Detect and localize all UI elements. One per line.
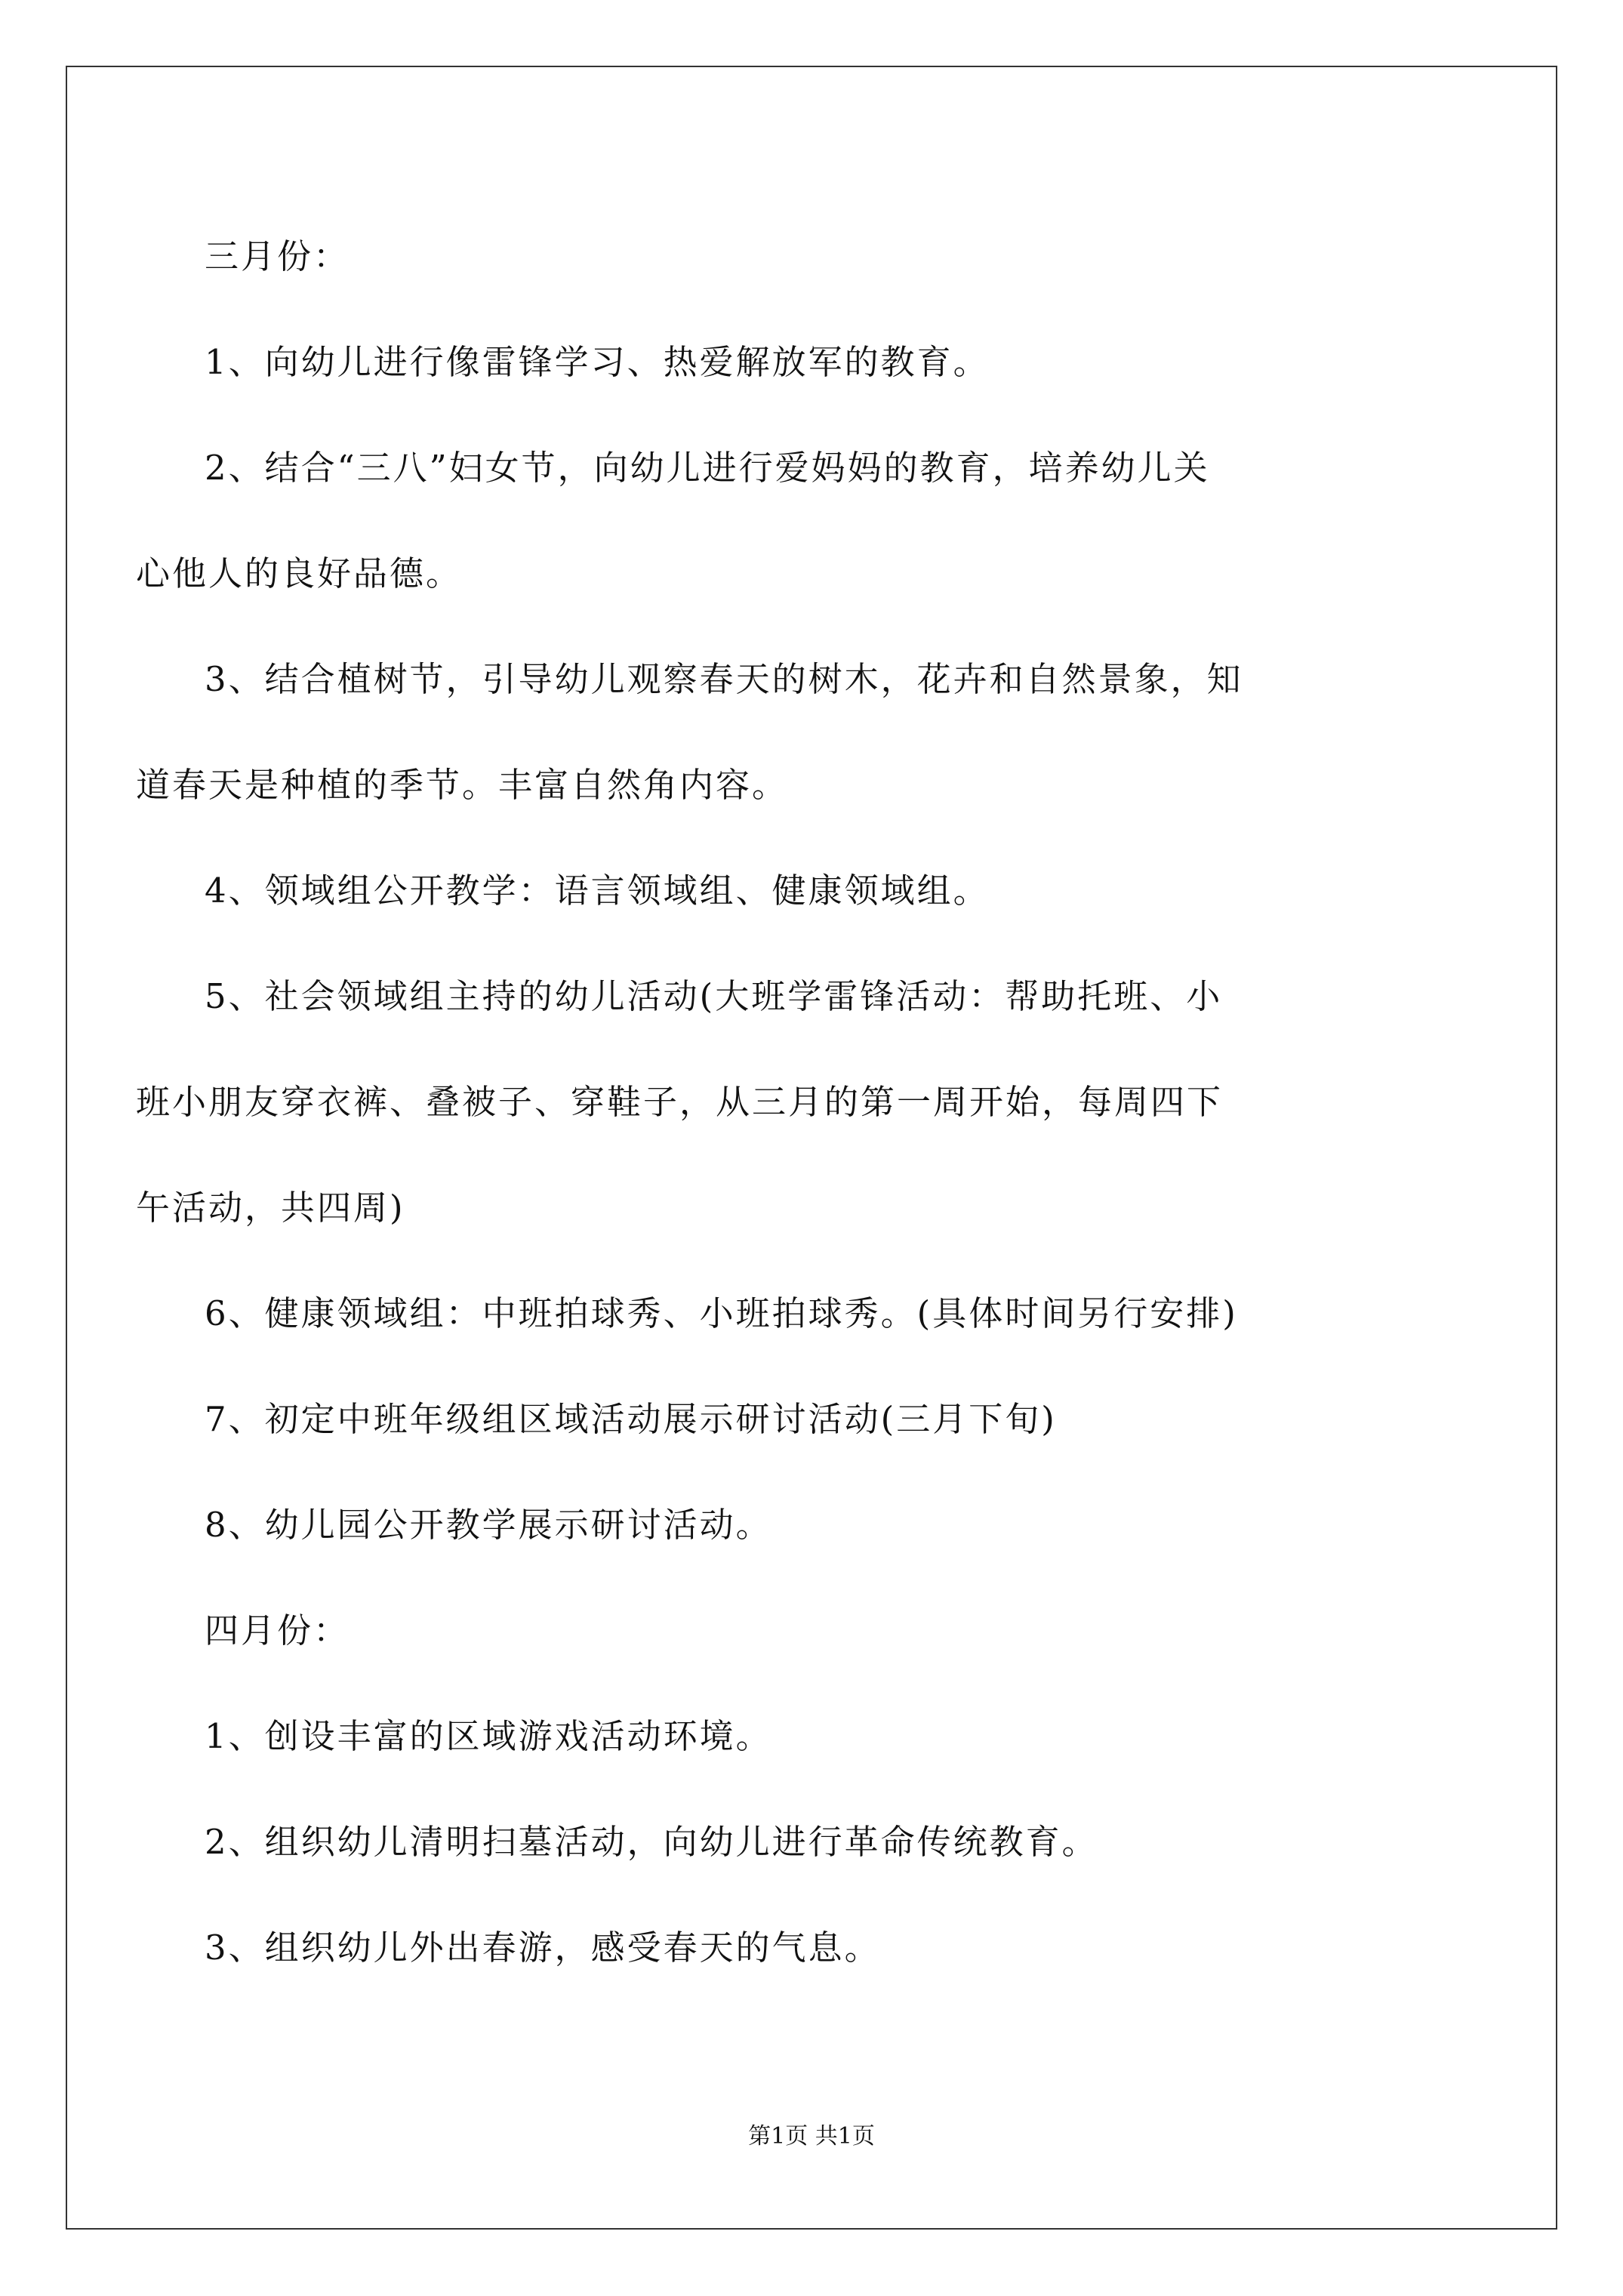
paragraph-line: 3、结合植树节，引导幼儿观察春天的树木，花卉和自然景象，知 <box>205 659 1243 699</box>
page-number-footer: 第1页 共1页 <box>748 2123 875 2150</box>
section-heading-april: 四月份： <box>205 1610 350 1650</box>
paragraph-line: 午活动，共四周) <box>136 1188 405 1228</box>
paragraph-line: 2、结合“三八”妇女节，向幼儿进行爱妈妈的教育，培养幼儿关 <box>205 448 1210 488</box>
paragraph-line: 8、幼儿园公开教学展示研讨活动。 <box>205 1505 772 1545</box>
paragraph-line: 心他人的良好品德。 <box>136 553 463 593</box>
paragraph-line: 道春天是种植的季节。丰富自然角内容。 <box>136 765 789 805</box>
paragraph-line: 2、组织幼儿清明扫墓活动，向幼儿进行革命传统教育。 <box>205 1822 1098 1862</box>
paragraph-line: 3、组织幼儿外出春游，感受春天的气息。 <box>205 1928 881 1968</box>
paragraph-line: 7、初定中班年级组区域活动展示研讨活动(三月下旬) <box>205 1399 1057 1439</box>
paragraph-line: 1、向幼儿进行像雷锋学习、热爱解放军的教育。 <box>205 342 990 382</box>
section-heading-march: 三月份： <box>205 236 350 276</box>
paragraph-line: 4、领域组公开教学：语言领域组、健康领域组。 <box>205 871 990 911</box>
paragraph-line: 1、创设丰富的区域游戏活动环境。 <box>205 1716 772 1756</box>
paragraph-line: 5、社会领域组主持的幼儿活动(大班学雷锋活动：帮助托班、小 <box>205 976 1223 1016</box>
paragraph-line: 班小朋友穿衣裤、叠被子、穿鞋子，从三月的第一周开始，每周四下 <box>136 1082 1224 1122</box>
paragraph-line: 6、健康领域组：中班拍球秀、小班拍球秀。(具体时间另行安排) <box>205 1293 1238 1333</box>
